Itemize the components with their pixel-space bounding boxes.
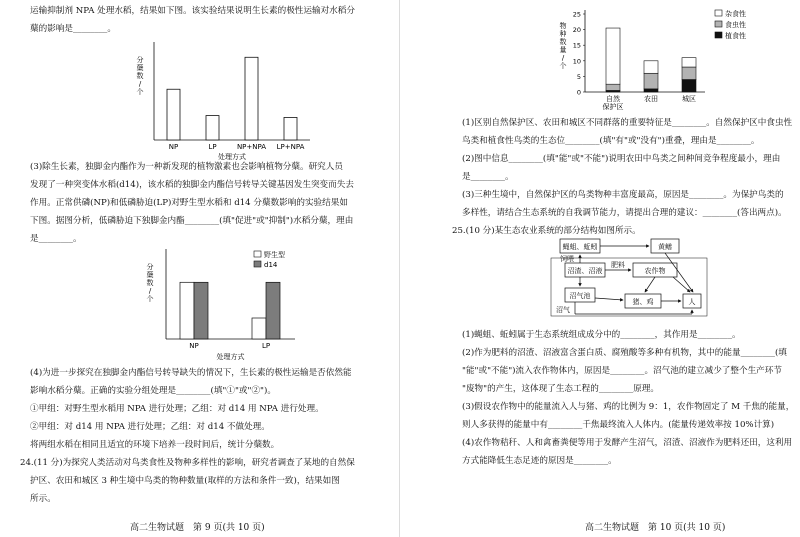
q23-part3-line: (3)除生长素，独脚金内酯作为一种新发现的植物激素也会影响植物分蘖。研究人员 <box>30 162 343 172</box>
edge-label: 肥料 <box>611 261 625 269</box>
node-label: 猪、鸡 <box>632 298 654 306</box>
q24-sub-line: (2)图中信息________(填"能"或"不能")说明农田中鸟类之间种间竞争程度最小，理由 <box>462 154 781 164</box>
legend-label: 食虫性 <box>725 21 746 29</box>
y-axis-label: 量 <box>559 46 567 54</box>
legend-swatch <box>715 32 722 38</box>
y-axis-label: 种 <box>559 30 567 38</box>
bar-segment <box>682 67 696 79</box>
bar-segment <box>606 84 620 90</box>
bar-segment <box>682 58 696 67</box>
x-tick-label: LP+NPA <box>276 143 305 151</box>
x-tick-label: LP <box>261 342 271 350</box>
q24-line: 24.(11 分)为探究人类活动对鸟类食性及物种多样性的影响，研究者调查了某地的自然保 <box>20 458 355 468</box>
page-footer: 高二生物试题 第 10 页(共 10 页) <box>585 523 726 533</box>
bar <box>194 282 208 339</box>
x-tick-label: 自然 <box>606 95 620 103</box>
y-axis-label: / <box>561 54 565 62</box>
q25-heading: 25.(10 分)某生态农业系统的部分结构如图所示。 <box>452 226 641 236</box>
y-tick-label: 5 <box>576 72 581 81</box>
bar-segment <box>682 80 696 92</box>
bar <box>284 117 297 140</box>
y-axis-label: 数 <box>136 72 144 80</box>
edge-label: 饲喂 <box>560 255 574 263</box>
x-axis-label: 处理方式 <box>218 153 246 161</box>
q25-sub-line: (1)蝇蛆、蚯蚓属于生态系统组成成分中的________，其作用是________。 <box>462 330 741 340</box>
bar-segment <box>606 28 620 84</box>
q24-sub-line: (1)区别自然保护区、农田和城区不同群落的重要特征是________。自然保护区中食虫性 <box>462 118 793 128</box>
y-tick-label: 20 <box>572 26 581 35</box>
x-axis-label: 处理方式 <box>216 353 245 361</box>
q25-sub-line: "能"或"不能")流入农作物体内，原因是________。沼气池的建立减少了整个生产环节 <box>462 366 782 376</box>
legend-swatch <box>254 261 261 267</box>
q23-part3-line: 是________。 <box>30 234 82 244</box>
node-label: 沼气池 <box>569 292 591 300</box>
q24-line: 护区、农田和城区 3 种生境中鸟类的物种数量(取样的方法和条件一致)，结果如图 <box>30 476 340 486</box>
right-page <box>400 0 800 537</box>
q25-sub-line: (2)作为肥料的沼渣、沼液富含蛋白质、腐殖酸等多种有机物，其中的能量________(填 <box>462 348 787 358</box>
q25-sub-line: (3)假设农作物中的能量流入人与猪、鸡的比例为 9：1，农作物固定了 M 千焦的能量， <box>462 402 795 412</box>
bar-segment <box>644 73 658 89</box>
y-axis-label: 数 <box>559 38 567 46</box>
q24-sub-line: (3)三种生境中，自然保护区的鸟类物种丰富度最高，原因是________。为保护鸟类的 <box>462 190 784 200</box>
q23-part3-line: 作用。正常供磷(NP)和低磷胁迫(LP)对野生型水稻和 d14 分蘖数影响的实验结果如 <box>30 198 348 208</box>
y-axis-label: 数 <box>146 279 154 287</box>
bar-segment <box>644 89 658 92</box>
x-tick-label: NP <box>168 143 179 151</box>
q23-part4-line: (4)为进一步探究在独脚金内酯信号转导缺失的情况下，生长素的极性运输是否依然能 <box>30 368 352 378</box>
y-axis-label: 蘖 <box>146 271 154 279</box>
chart-bird-species <box>555 4 765 114</box>
legend-label: d14 <box>264 261 278 269</box>
q24-line: 所示。 <box>30 494 56 504</box>
edge-label: 沼气 <box>556 306 570 314</box>
q25-sub-line: 方式能降低生态足迹的原因是________。 <box>462 456 617 466</box>
page-footer: 高二生物试题 第 9 页(共 10 页) <box>130 523 265 533</box>
bar <box>252 318 266 339</box>
q24-sub-line: 多样性，请结合生态系统的自我调节能力，请提出合理的建议：________(答出两点)。 <box>462 208 787 218</box>
x-tick-label: LP <box>208 143 217 151</box>
q23-part3-line: 下图。据图分析，低磷胁迫下独脚金内酯________(填"促进"或"抑制")水稻分蘖，理由 <box>30 216 354 226</box>
chart-tillering-d14 <box>130 245 310 363</box>
node-label: 黄鳝 <box>658 243 672 251</box>
bar <box>206 116 219 140</box>
y-axis-label: / <box>138 80 142 88</box>
x-tick-label: NP <box>189 342 199 350</box>
x-tick-label: 保护区 <box>602 103 624 111</box>
q24-sub-line: 鸟类和植食性鸟类的生态位________(填"有"或"没有")重叠，理由是________。 <box>462 136 760 146</box>
y-axis-label: 个 <box>136 88 144 96</box>
y-axis-label: 个 <box>146 295 154 303</box>
q25-sub-line: (4)农作物秸秆、人和禽畜粪便等用于发酵产生沼气，沼渣、沼液作为肥料还田，这利用 <box>462 438 793 448</box>
bar-segment <box>644 61 658 73</box>
y-axis-label: / <box>148 287 152 295</box>
q23-part4-line: ①甲组：对野生型水稻用 NPA 进行处理；乙组：对 d14 用 NPA 进行处理。 <box>30 404 324 414</box>
q25-sub-line: 则人多获得的能量中有________千焦最终流入人体内。(能量传递效率按 10%计算) <box>462 420 775 430</box>
legend-label: 植食性 <box>725 32 746 40</box>
q23-line: 运输抑制剂 NPA 处理水稻，结果如下图。该实验结果说明生长素的极性运输对水稻分 <box>30 6 355 16</box>
q24-sub-line: 是________。 <box>462 172 514 182</box>
y-axis-label: 蘖 <box>136 64 144 72</box>
q25-sub-line: "废物"的产生，这体现了生态工程的________原理。 <box>462 384 659 394</box>
x-tick-label: NP+NPA <box>236 143 267 151</box>
q23-part4-line: 将两组水稻在相同且适宜的环境下培养一段时间后，统计分蘖数。 <box>30 440 280 450</box>
y-tick-label: 0 <box>576 88 581 97</box>
y-tick-label: 10 <box>572 57 581 66</box>
legend-swatch <box>254 251 261 257</box>
y-axis-label: 分 <box>136 56 144 64</box>
bar <box>245 57 258 140</box>
bar <box>266 282 280 339</box>
y-tick-label: 25 <box>572 10 581 19</box>
chart-tillering-npa <box>120 40 320 165</box>
q23-part4-line: ②甲组：对 d14 用 NPA 进行处理；乙组：对 d14 不做处理。 <box>30 422 270 432</box>
bar <box>167 89 180 140</box>
legend-label: 杂食性 <box>725 10 746 18</box>
q23-part4-line: 影响水稻分蘖。正确的实验分组处理是________(填"①"或"②")。 <box>30 386 276 396</box>
y-tick-label: 15 <box>572 41 581 50</box>
y-axis-label: 物 <box>559 22 567 30</box>
bar <box>180 282 194 339</box>
node-label: 农作物 <box>644 267 666 275</box>
legend-swatch <box>715 10 722 16</box>
node-label: 沼渣、沼液 <box>567 267 603 275</box>
node-label: 人 <box>688 298 696 306</box>
q23-line: 蘖的影响是________。 <box>30 24 116 34</box>
x-tick-label: 城区 <box>682 95 696 103</box>
node-label: 蝇蛆、蚯蚓 <box>562 243 598 251</box>
y-axis-label: 个 <box>559 62 567 70</box>
q23-part3-line: 发现了一种突变体水稻(d14)，该水稻的独脚金内酯信号转导关键基因发生突变而失去 <box>30 180 354 190</box>
eco-agriculture-diagram <box>545 236 715 321</box>
x-tick-label: 农田 <box>644 95 658 103</box>
legend-label: 野生型 <box>264 251 285 259</box>
legend-swatch <box>715 21 722 27</box>
y-axis-label: 分 <box>146 263 154 271</box>
